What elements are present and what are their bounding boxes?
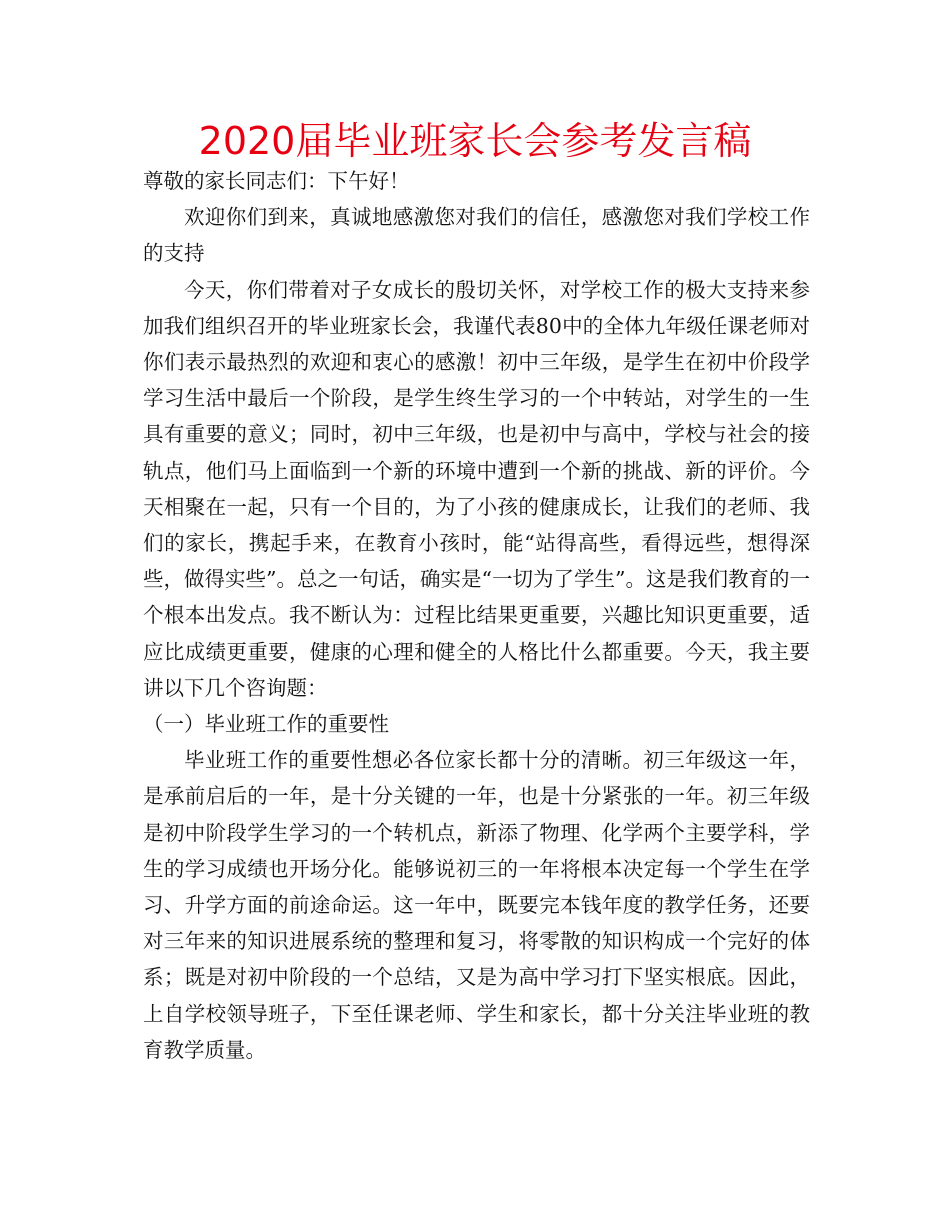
document-body [143,163,810,1068]
section-heading: （一）毕业班工作的重要性 [143,712,389,737]
greeting-paragraph: 尊敬的家长同志们：下午好！ [143,169,410,193]
section-paragraph: 毕业班工作的重要性想必各位家长都十分的清晰。初三年级这一年，是承前启后的一年，是十分关键的一年，也是十分紧张的一年。初三年级是初中阶段学生学习的一个转机点，新添了物理、化学两个主要学科，学生的学习成绩也开场分化。能够说初三的一年将根本决定每一个学生在学习、升学方面的前途命运。这一年中，既要完本钱年度的教学任务，还要对三年来的知识进展系统的整理和复习，将零散的知识构成一个完好的体系；既是对初中阶段的一个总结，又是为高中学习打下坚实根底。因此，上自学校领导班子，下至任课老师、学生和家长，都十分关注毕业班的教育教学质量。 [143,748,810,1062]
introduction-paragraph: 今天，你们带着对子女成长的殷切关怀，对学校工作的极大支持来参加我们组织召开的毕业班家长会，我谨代表80中的全体九年级任课老师对你们表示最热烈的欢迎和衷心的感激！初中三年级，是学生在初中价段学学习生活中最后一个阶段，是学生终生学习的一个中转站，对学生的一生具有重要的意义；同时，初中三年级，也是初中与高中，学校与社会的接轨点，他们马上面临到一个新的环境中遭到一个新的挑战、新的评价。今天相聚在一起，只有一个目的，为了小孩的健康成长，让我们的老师、我们的家长，携起手来，在教育小孩时，能“站得高些，看得远些，想得深些，做得实些”。总之一句话，确实是“一切为了学生”。这是我们教育的一个根本出发点。我不断认为：过程比结果更重要，兴趣比知识更重要，适应比成绩更重要，健康的心理和健全的人格比什么都重要。今天，我主要讲以下几个咨询题： [143,277,810,700]
welcome-paragraph: 欢迎你们到来，真诚地感激您对我们的信任，感激您对我们学校工作的支持 [143,205,810,266]
document-title: 2020届毕业班家长会参考发言稿 [198,119,752,163]
